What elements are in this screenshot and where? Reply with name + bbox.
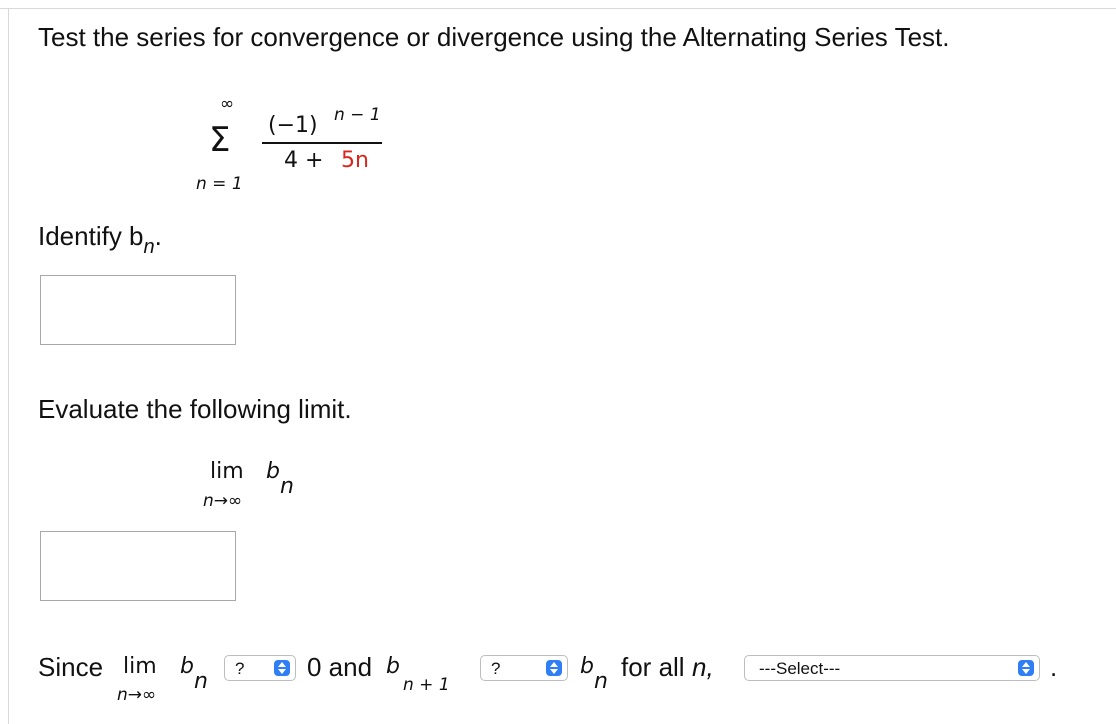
lim-b: b	[266, 459, 280, 484]
identify-bn-input[interactable]	[40, 275, 236, 345]
since-lim-word: lim	[123, 654, 157, 679]
sigma-lower-limit: n = 1	[196, 174, 243, 194]
conclusion-select-value: ---Select---	[759, 659, 841, 678]
since-lim-under: n→∞	[117, 685, 157, 705]
end-period: .	[1050, 652, 1058, 682]
lim-b-subscript: n	[280, 474, 294, 499]
for-all-text: for all	[621, 652, 685, 682]
denominator-constant: 4 +	[284, 148, 324, 173]
identify-label	[38, 221, 162, 258]
left-border	[8, 8, 9, 724]
denominator-term: 5n	[341, 148, 369, 173]
comparison-select-2-value: ?	[491, 659, 501, 678]
conclusion-select[interactable]	[744, 655, 1040, 681]
since-b-subscript: n	[194, 669, 208, 694]
limit-answer-input[interactable]	[40, 531, 236, 601]
b-current-subscript: n	[594, 669, 608, 694]
comparison-select-1-value: ?	[235, 659, 245, 678]
identify-period: .	[154, 221, 162, 251]
identify-subscript: n	[143, 236, 155, 258]
b-next-subscript: n + 1	[403, 675, 450, 695]
chevron-updown-icon	[274, 660, 290, 676]
question-prompt: Test the series for convergence or divergence using the Alternating Series Test.	[38, 22, 950, 52]
comparison-select-2[interactable]	[480, 655, 568, 681]
fraction-bar	[262, 142, 382, 144]
b-current: b	[580, 654, 594, 679]
identify-text: Identify b	[38, 221, 144, 251]
chevron-updown-icon	[546, 660, 562, 676]
since-b: b	[180, 654, 194, 679]
comparison-select-1[interactable]	[224, 655, 296, 681]
n-variable: n,	[692, 652, 714, 682]
numerator-base: (−1)	[268, 113, 318, 138]
chevron-updown-icon	[1018, 660, 1034, 676]
sigma-symbol: Σ	[209, 120, 231, 160]
since-word: Since	[38, 652, 104, 682]
sigma-upper-limit: ∞	[220, 94, 235, 114]
zero-and-text: 0 and	[307, 652, 373, 682]
lim-under: n→∞	[203, 491, 243, 511]
evaluate-label: Evaluate the following limit.	[38, 394, 352, 424]
top-border	[0, 8, 1116, 9]
lim-word: lim	[210, 459, 244, 484]
b-next: b	[386, 654, 400, 679]
numerator-exponent: n − 1	[334, 105, 381, 125]
